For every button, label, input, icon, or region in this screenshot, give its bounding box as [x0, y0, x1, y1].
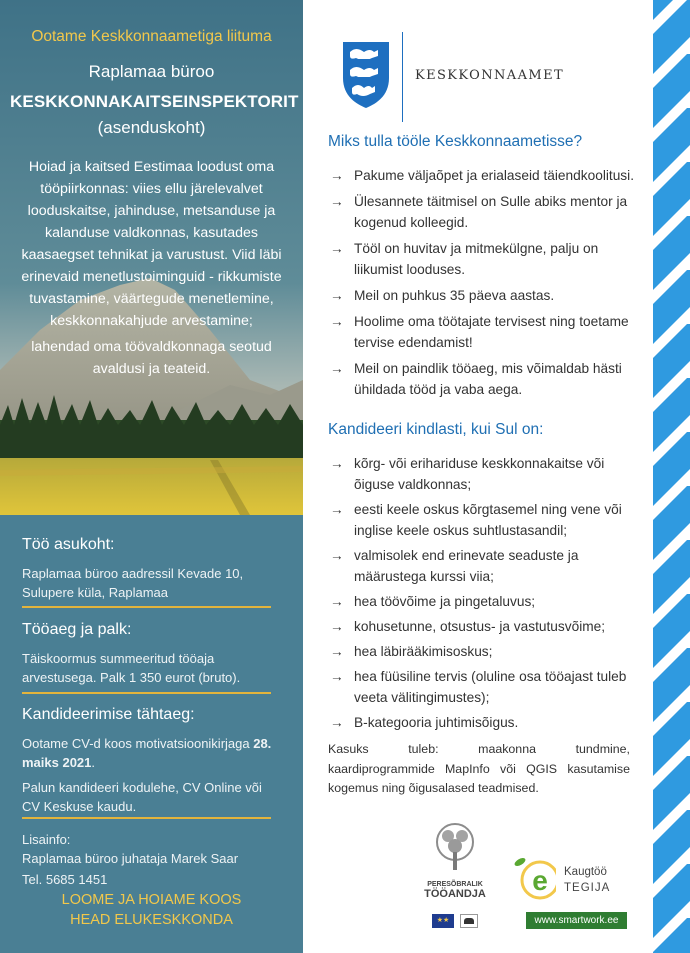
list-item	[330, 453, 648, 495]
contact-name: Raplamaa büroo juhataja Marek Saar	[22, 851, 239, 866]
svg-text:e: e	[532, 865, 548, 896]
list-item	[330, 191, 648, 233]
hero-text-block	[10, 28, 299, 380]
deadline-text	[22, 734, 272, 772]
decorative-stripe-border	[653, 0, 690, 953]
eu-flag-icon: ★★	[432, 914, 454, 928]
hero-kicker: Ootame Keskkonnaametiga liituma	[31, 28, 272, 45]
req-item-text: valmisolek end erinevate seaduste ja määrustega kurssi viia;	[354, 548, 579, 584]
list-item	[330, 285, 648, 306]
org-name: KESKKONNAAMET	[415, 68, 565, 83]
hero-office: Raplamaa büroo	[88, 62, 215, 81]
req-item-text: kohusetunne, otsustus- ja vastutusvõime;	[354, 619, 606, 634]
contact-phone: Tel. 5685 1451	[22, 872, 108, 887]
req-item-text: kõrg- või erihariduse keskkonnakaitse või õiguse valdkonnas;	[354, 456, 605, 492]
divider	[22, 817, 271, 819]
arrow-right-icon: →	[330, 548, 344, 563]
list-item	[330, 238, 648, 280]
requirements-list	[330, 453, 648, 733]
job-description-continued: lahendad oma töövaldkonnaga seotud avaldusi ja teateid.	[31, 339, 272, 377]
worktime-title: Tööaeg ja palk:	[22, 621, 132, 638]
arrow-right-icon: →	[330, 644, 344, 659]
list-item	[330, 358, 648, 400]
job-subtitle: (asenduskoht)	[97, 118, 206, 137]
why-item-text: Meil on paindlik tööaeg, mis võimaldab hästi ühildada tööd ja vaba aega.	[354, 361, 622, 397]
why-item-text: Tööl on huvitav ja mitmekülgne, palju on liikumist looduses.	[354, 241, 599, 277]
why-item-text: Hoolime oma töötajate tervisest ning toetame tervise edendamist!	[354, 314, 629, 350]
stripe-pattern	[653, 0, 690, 953]
divider	[22, 692, 271, 694]
pere-line-1: PERESÕBRALIK	[427, 881, 483, 888]
deadline-title: Kandideerimise tähtaeg:	[22, 706, 195, 723]
arrow-right-icon: →	[330, 619, 344, 634]
contact-title: Lisainfo:	[22, 832, 71, 847]
advantage-note: Kasuks tuleb: maakonna tundmine, kaardiprogrammide MapInfo või QGIS kasutamise kogemus ning õigusalased teadmised.	[328, 742, 630, 795]
arrow-right-icon: →	[330, 456, 344, 471]
list-item	[330, 666, 648, 708]
req-item-text: hea töövõime ja pingetaluvus;	[354, 594, 536, 609]
list-item	[330, 545, 648, 587]
tree-icon	[420, 822, 490, 874]
deadline-date: 28. maiks 2021	[22, 736, 272, 770]
kaugtoo-line-1: Kaugtöö	[564, 866, 607, 878]
hero-section	[0, 0, 303, 515]
why-list	[330, 165, 648, 400]
arrow-right-icon: →	[330, 314, 344, 329]
smartwork-url: www.smartwork.ee	[526, 912, 627, 929]
list-item	[330, 311, 648, 353]
location-text: Raplamaa büroo aadressil Kevade 10, Sulupere küla, Raplamaa	[22, 566, 244, 600]
list-item	[330, 165, 648, 186]
location-title: Töö asukoht:	[22, 536, 115, 553]
family-friendly-employer-logo	[420, 822, 490, 927]
list-item	[330, 712, 648, 733]
arrow-right-icon: →	[330, 361, 344, 376]
arrow-right-icon: →	[330, 241, 344, 256]
deadline-text-c: .	[91, 755, 96, 770]
location-section	[22, 536, 272, 602]
partner-logo-icon	[460, 914, 478, 928]
arrow-right-icon: →	[330, 288, 344, 303]
slogan-line-2: HEAD ELUKESKKONDA	[70, 912, 233, 928]
list-item	[330, 616, 648, 637]
req-item-text: hea füüsiline tervis (oluline osa tööajast tuleb veeta välitingimustes);	[354, 669, 627, 705]
estonian-coat-of-arms-icon	[340, 40, 392, 110]
worktime-text: Täiskoormus summeeritud tööaja arvestusega. Palk 1 350 eurot (bruto).	[22, 651, 241, 685]
deadline-text-a: Ootame CV-d koos motivatsioonikirjaga	[22, 736, 254, 751]
deadline-section	[22, 706, 272, 816]
left-panel	[0, 0, 303, 953]
smartwork-logo	[512, 852, 630, 932]
req-item-text: eesti keele oskus kõrgtasemel ning vene või inglise keele oskus suhtlustasandil;	[354, 502, 622, 538]
why-item-text: Ülesannete täitmisel on Sulle abiks mentor ja kogenud kolleegid.	[354, 194, 628, 230]
funding-logos	[420, 914, 490, 928]
arrow-right-icon: →	[330, 168, 344, 183]
why-item-text: Pakume väljaõpet ja erialaseid täiendkoolitusi.	[354, 168, 634, 183]
kaugtoo-line-2: TEGIJA	[564, 882, 611, 894]
job-description: Hoiad ja kaitsed Eestimaa loodust oma tööpiirkonnas: viies ellu järelevalvet looduskaitse, jahinduse, metsanduse ja kalanduse valdkonnas, kasutades kaasaegset tehnikat ja varustust. Viid läbi erinevaid menetlustoiminguid - rikkumiste tuvastamine, väärtegude menetlemine, keskkonnakahjude arvestamine;	[21, 159, 282, 329]
req-item-text: hea läbirääkimisoskus;	[354, 644, 493, 659]
list-item	[330, 641, 648, 662]
arrow-right-icon: →	[330, 715, 344, 730]
worktime-section	[22, 621, 272, 687]
arrow-right-icon: →	[330, 194, 344, 209]
divider	[22, 606, 271, 608]
arrow-right-icon: →	[330, 594, 344, 609]
e-leaf-icon	[512, 852, 556, 906]
contact-section	[22, 830, 272, 889]
why-title: Miks tulla tööle Keskkonnaametisse?	[328, 133, 583, 150]
why-item-text: Meil on puhkus 35 päeva aastas.	[354, 288, 555, 303]
job-title: KESKKONNAKAITSEINSPEKTORIT	[10, 92, 299, 111]
requirements-title: Kandideeri kindlasti, kui Sul on:	[328, 421, 544, 438]
pere-line-2: TÖÖANDJA	[424, 888, 486, 900]
deadline-text2: Palun kandideeri kodulehe, CV Online või CV Keskuse kaudu.	[22, 780, 262, 814]
logo-divider	[402, 32, 403, 122]
req-item-text: B-kategooria juhtimisõigus.	[354, 715, 519, 730]
list-item	[330, 499, 648, 541]
slogan-line-1: LOOME JA HOIAME KOOS	[61, 892, 242, 908]
arrow-right-icon: →	[330, 502, 344, 517]
list-item	[330, 591, 648, 612]
slogan	[12, 890, 291, 930]
arrow-right-icon: →	[330, 669, 344, 684]
